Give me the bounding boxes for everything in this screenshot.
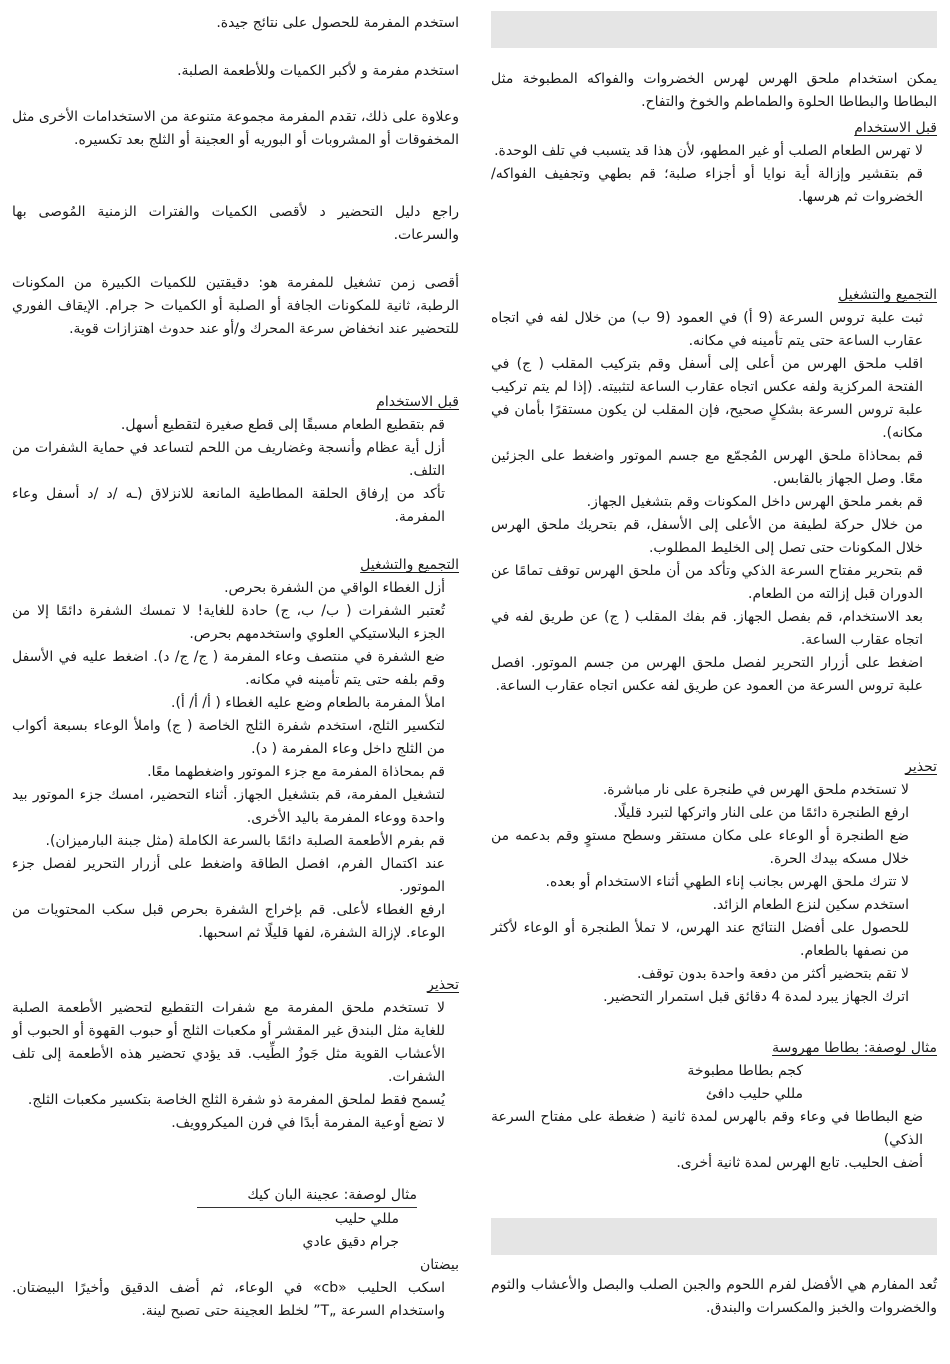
chopper-recipe xyxy=(12,1184,459,1323)
chopper-before-use-heading: قبل الاستخدام xyxy=(376,394,459,410)
chopper-warning-heading: تحذير xyxy=(427,977,459,993)
list-item: يُسمح فقط لملحق المفرمة ذو شفرة الثلج الخاصة بتكسير مكعبات الثلج. xyxy=(27,1092,445,1108)
ingredient-item: جرام دقيق عادي xyxy=(302,1234,399,1250)
masher-recipe-heading: مثال لوصفة: بطاطا مهروسة xyxy=(772,1040,937,1056)
ingredient-item: مللي حليب xyxy=(334,1211,399,1227)
list-item: لا تترك ملحق الهرس بجانب إناء الطهي أثناء الاستخدام أو بعده. xyxy=(545,874,909,890)
list-item: ضع البطاطا في وعاء وقم بالهرس لمدة ثانية ( ضغطة على مفتاح السرعة الذكي) xyxy=(491,1109,923,1148)
chopper-recipe-heading: مثال لوصفة: عجينة البان كيك xyxy=(12,1184,459,1208)
list-item: استخدم سكين لنزع الطعام الزائد. xyxy=(712,897,909,913)
masher-before-use-heading: قبل الاستخدام xyxy=(854,120,937,136)
chopper-line: استخدم المفرمة للحصول على نتائج جيدة. xyxy=(216,15,459,31)
chopper-warning xyxy=(12,974,459,1135)
list-item: ثبت علبة تروس السرعة (9 أ) في العمود (9 ب) من خلال لفه في اتجاه عقارب الساعة حتى يتم تأمينه في مكانه. xyxy=(491,310,923,349)
list-item: قم بمحاذاة المفرمة مع جزء الموتور واضغطهما معًا. xyxy=(147,764,445,780)
list-item: لا تهرس الطعام الصلب أو غير المطهو، لأن هذا قد يتسبب في تلف الوحدة. xyxy=(494,143,923,159)
ingredient-item: كجم بطاطا مطبوخة xyxy=(687,1063,803,1079)
section-band-bottom xyxy=(491,1218,937,1255)
list-item: أضف الحليب. تابع الهرس لمدة ثانية أخرى. xyxy=(676,1155,923,1171)
chopper-intro: تُعد المفارم هي الأفضل لفرم اللحوم والجبن الصلب والبصل والأعشاب والثوم والخضروات والخبز والمكسرات والبندق. xyxy=(491,1277,937,1316)
ingredient-item: بيضتان xyxy=(419,1257,459,1273)
list-item: اترك الجهاز يبرد لمدة 4 دقائق قبل استمرار التحضير. xyxy=(603,989,909,1005)
chopper-para: أقصى زمن تشغيل للمفرمة هو: دقيقتين للكميات الكبيرة من المكونات الرطبة، ثانية للمكونات الجافة أو الصلبة أو الكميات < جرام. الإيقاف الفوري للتحضير عند انخفاض سرعة المحرك و/أو عند حدوث اهتزازات قوية. xyxy=(12,275,459,337)
list-item: ارفع الطنجرة دائمًا من على النار واتركها لتبرد قليلًا. xyxy=(613,805,909,821)
list-item: املأ المفرمة بالطعام وضع عليه الغطاء ( أ/ أ/ أ). xyxy=(171,695,445,711)
masher-recipe xyxy=(491,1037,937,1175)
list-item: لتشغيل المفرمة، قم بتشغيل الجهاز. أثناء التحضير، امسك جزء الموتور بيد واحدة ووعاء المفرمة باليد الأخرى. xyxy=(12,787,445,826)
masher-intro: يمكن استخدام ملحق الهرس لهرس الخضروات والفواكه المطبوخة مثل البطاطا والبطاطا الحلوة والطماطم والخوخ والتفاح. xyxy=(491,71,937,110)
list-item: ضع الطنجرة أو الوعاء على مكان مستقر وسطح مستوٍ وقم بدعمه من خلال مسكه بيدك الحرة. xyxy=(491,828,909,867)
section-band-top xyxy=(491,11,937,48)
masher-assembly xyxy=(491,284,937,698)
list-item: قم بتقطيع الطعام مسبقًا إلى قطع صغيرة لتقطيع أسهل. xyxy=(120,417,445,433)
list-item: ارفع الغطاء لأعلى. قم بإخراج الشفرة بحرص قبل سكب المحتويات من الوعاء. لإزالة الشفرة، لفها قليلًا ثم اسحبها. xyxy=(12,902,445,941)
chopper-para: وعلاوة على ذلك، تقدم المفرمة مجموعة متنوعة من الاستخدامات الأخرى مثل المخفوقات أو المشروبات أو البوريه أو العجينة أو الثلج بعد تكسيره. xyxy=(12,109,459,148)
list-item: لا تقم بتحضير أكثر من دفعة واحدة بدون توقف. xyxy=(636,966,909,982)
list-item: بعد الاستخدام، قم بفصل الجهاز. قم بفك المقلب ( ج) عن طريق لفه في اتجاه عقارب الساعة. xyxy=(491,609,923,648)
list-item: اقلب ملحق الهرس من أعلى إلى أسفل وقم بتركيب المقلب ( ج) في الفتحة المركزية ولفه عكس اتجاه عقارب الساعة لتثبيته. (إذا لم يتم تركيب علبة تروس السرعة بشكلٍ صحيح، فإن المقلب لن يكون مستقرًا بأمان في مكانه). xyxy=(491,356,923,441)
list-item: لا تستخدم ملحق المفرمة مع شفرات التقطيع لتحضير الأطعمة الصلبة للغاية مثل البندق غير المقشر أو مكعبات الثلج أو حبوب القهوة أو الحبوب أو الأعشاب القوية مثل جَوزُ الطِّيب. قد يؤدي تحضير هذه الأطعمة إلى تلف الشفرات. xyxy=(12,1000,445,1085)
list-item: قم بغمر ملحق الهرس داخل المكونات وقم بتشغيل الجهاز. xyxy=(586,494,923,510)
list-item: لا تستخدم ملحق الهرس في طنجرة على نار مباشرة. xyxy=(602,782,909,798)
list-item: أزل الغطاء الواقي من الشفرة بحرص. xyxy=(224,580,445,596)
masher-warning-heading: تحذير xyxy=(905,759,937,775)
chopper-para: راجع دليل التحضير د لأقصى الكميات والفترات الزمنية المُوصى بها والسرعات. xyxy=(12,204,459,243)
masher-assembly-heading: التجميع والتشغيل xyxy=(838,287,937,303)
chopper-line: استخدم مفرمة و لأكبر الكميات وللأطعمة الصلبة. xyxy=(177,63,459,79)
list-item: قم بمحاذاة ملحق الهرس المُجمّع مع جسم الموتور واضغط على الجزئين معًا. وصل الجهاز بالقابس. xyxy=(491,448,923,487)
list-item: للحصول على أفضل النتائج عند الهرس، لا تملأ الطنجرة أو الوعاء لأكثر من نصفها بالطعام. xyxy=(491,920,909,959)
list-item: قم بتحرير مفتاح السرعة الذكي وتأكد من أن ملحق الهرس توقف تمامًا عن الدوران قبل إزالته من الطعام. xyxy=(491,563,923,602)
list-item: قم بتقشير وإزالة أية نوايا أو أجزاء صلبة؛ قم بطهي وتجفيف الفواكه/الخضروات ثم هرسها. xyxy=(491,166,923,205)
list-item: اضغط على أزرار التحرير لفصل ملحق الهرس من جسم الموتور. افصل علبة تروس السرعة من العمود عن طريق لفه عكس اتجاه عقارب الساعة. xyxy=(491,655,923,694)
list-item: عند اكتمال الفرم، افصل الطاقة واضغط على أزرار التحرير لفصل جزء الموتور. xyxy=(12,856,445,895)
list-item: لا تضع أوعية المفرمة أبدًا في فرن الميكروويف. xyxy=(171,1115,445,1131)
list-item: قم بفرم الأطعمة الصلبة دائمًا بالسرعة الكاملة (مثل جبنة البارميزان). xyxy=(45,833,445,849)
chopper-before-use xyxy=(12,391,459,529)
chopper-assembly xyxy=(12,554,459,945)
ingredient-item: مللي حليب دافئ xyxy=(705,1086,803,1102)
list-item: من خلال حركة لطيفة من الأعلى إلى الأسفل، قم بتحريك ملحق الهرس خلال المكونات حتى تصل إلى الخليط المطلوب. xyxy=(491,517,923,556)
list-item: تأكد من إرفاق الحلقة المطاطية المانعة للانزلاق (ـه /د /د أسفل وعاء المفرمة. xyxy=(12,486,445,525)
masher-before-use xyxy=(491,117,937,209)
list-item: لتكسير الثلج، استخدم شفرة الثلج الخاصة ( ج) واملأ الوعاء بسبعة أكواب من الثلج داخل وعاء المفرمة ( د). xyxy=(12,718,445,757)
recipe-steps: اسكب الحليب «cb» في الوعاء، ثم أضف الدقيق وأخيرًا البيضتان. واستخدام السرعة „T” لخلط العجينة حتى تصبح لينة. xyxy=(12,1280,445,1319)
list-item: تُعتبر الشفرات ( ب/ ب، ج) حادة للغاية! لا تمسك الشفرة دائمًا إلا من الجزء البلاستيكي العلوي واستخدمهم بحرص. xyxy=(12,603,445,642)
chopper-assembly-heading: التجميع والتشغيل xyxy=(360,557,459,573)
list-item: ضع الشفرة في منتصف وعاء المفرمة ( ج/ ج/ د). اضغط عليه في الأسفل وقم بلفه حتى يتم تأمينه في مكانه. xyxy=(12,649,445,688)
list-item: أزل أية عظام وأنسجة وغضاريف من اللحم لتساعد في حماية الشفرات من التلف. xyxy=(12,440,445,479)
masher-warning xyxy=(491,756,937,1009)
